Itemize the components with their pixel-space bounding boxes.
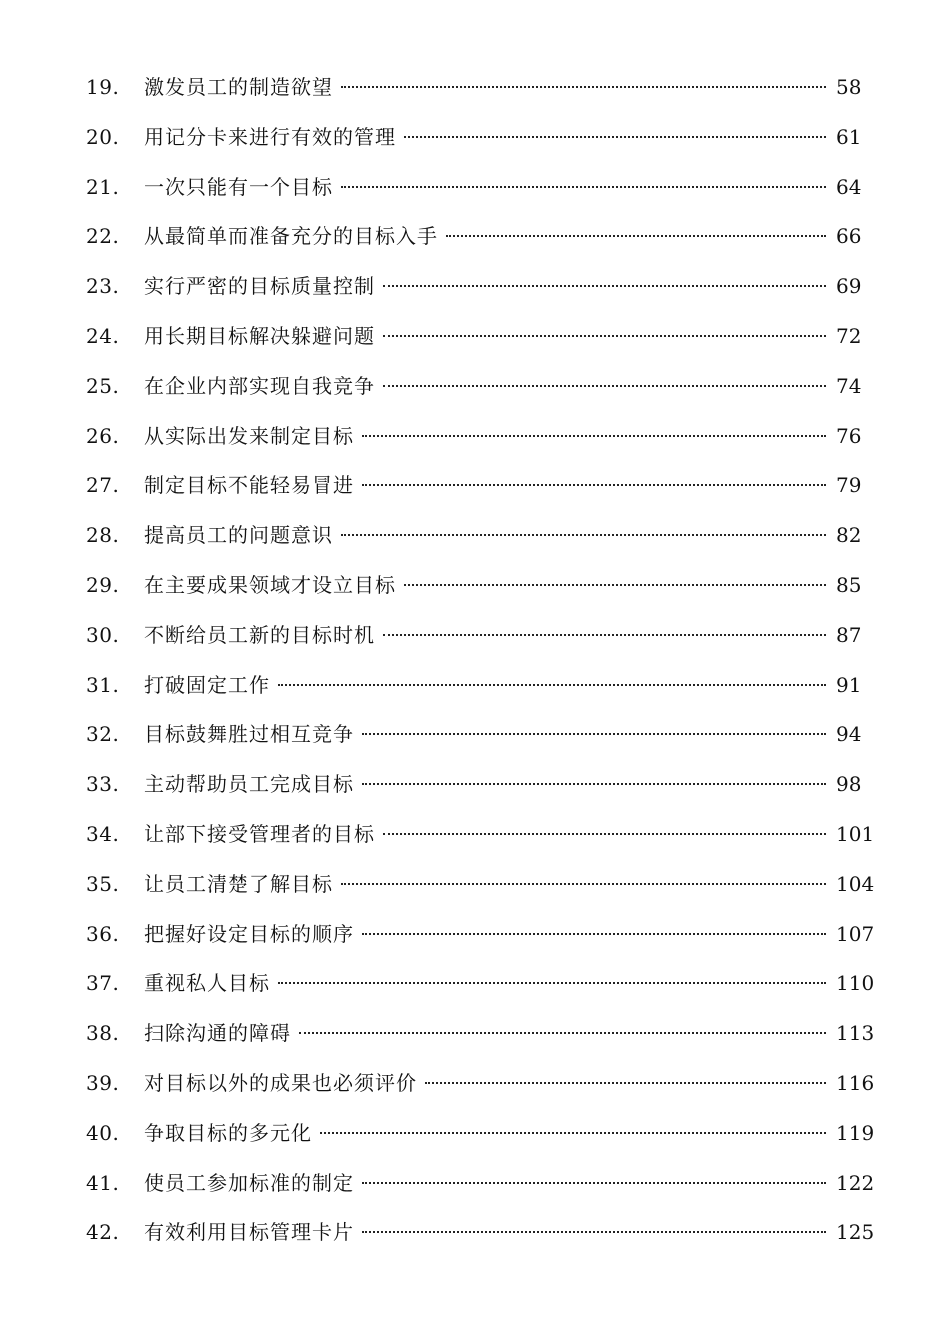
toc-entry-38[interactable]: [0, 1009, 950, 1059]
toc-entry-41[interactable]: [0, 1159, 950, 1209]
toc-title: 让员工清楚了解目标: [144, 871, 333, 896]
toc-leader: [144, 1020, 826, 1046]
toc-page-number: 76: [836, 423, 862, 448]
toc-leader: [144, 921, 826, 947]
dot-leader: [341, 86, 826, 88]
table-of-contents: [0, 63, 950, 1258]
toc-number: 41.: [86, 1170, 120, 1195]
toc-number: 32.: [86, 722, 120, 747]
toc-entry-35[interactable]: [0, 860, 950, 910]
toc-number: 26.: [86, 423, 120, 448]
toc-title: 在企业内部实现自我竞争: [144, 373, 375, 398]
toc-leader: [144, 1219, 826, 1245]
toc-title: 主动帮助员工完成目标: [144, 772, 354, 797]
toc-title: 目标鼓舞胜过相互竞争: [144, 722, 354, 747]
toc-number: 34.: [86, 821, 120, 846]
toc-leader: [144, 1120, 826, 1146]
toc-entry-23[interactable]: [0, 262, 950, 312]
toc-title: 对目标以外的成果也必须评价: [144, 1070, 417, 1095]
toc-leader: [144, 174, 826, 200]
toc-number: 19.: [86, 75, 120, 99]
toc-page-number: 113: [836, 1021, 875, 1046]
toc-number: 39.: [86, 1070, 120, 1095]
toc-number: 28.: [86, 523, 120, 548]
toc-number: 40.: [86, 1120, 120, 1145]
toc-number: 35.: [86, 871, 120, 896]
toc-page-number: 69: [836, 274, 862, 299]
dot-leader: [341, 534, 826, 536]
toc-leader: [144, 1170, 826, 1196]
toc-leader: [144, 323, 826, 349]
toc-number: 36.: [86, 921, 120, 946]
toc-entry-29[interactable]: [0, 561, 950, 611]
toc-page-number: 72: [836, 323, 862, 348]
toc-page-number: 91: [836, 672, 862, 697]
toc-page-number: 98: [836, 772, 862, 797]
toc-leader: [144, 771, 826, 797]
toc-entry-22[interactable]: [0, 212, 950, 262]
toc-entry-20[interactable]: [0, 113, 950, 163]
toc-leader: [144, 622, 826, 648]
toc-title: 实行严密的目标质量控制: [144, 274, 375, 299]
dot-leader: [278, 982, 826, 984]
toc-entry-37[interactable]: [0, 959, 950, 1009]
toc-title: 使员工参加标准的制定: [144, 1170, 354, 1195]
toc-title: 提高员工的问题意识: [144, 523, 333, 548]
toc-title: 重视私人目标: [144, 971, 270, 996]
toc-leader: [144, 223, 826, 249]
dot-leader: [383, 833, 826, 835]
dot-leader: [362, 933, 826, 935]
toc-number: 31.: [86, 672, 120, 697]
dot-leader: [341, 883, 826, 885]
toc-number: 38.: [86, 1021, 120, 1046]
toc-title: 用记分卡来进行有效的管理: [144, 124, 396, 149]
toc-leader: [144, 74, 826, 100]
dot-leader: [278, 684, 826, 686]
toc-page-number: 66: [836, 224, 862, 249]
toc-number: 20.: [86, 124, 120, 149]
toc-leader: [144, 572, 826, 598]
toc-entry-24[interactable]: [0, 312, 950, 362]
toc-entry-32[interactable]: [0, 710, 950, 760]
toc-title: 激发员工的制造欲望: [144, 75, 333, 99]
toc-leader: [144, 970, 826, 996]
toc-title: 争取目标的多元化: [144, 1120, 312, 1145]
toc-title: 在主要成果领域才设立目标: [144, 572, 396, 597]
toc-page-number: 94: [836, 722, 862, 747]
toc-page-number: 110: [836, 971, 875, 996]
toc-number: 23.: [86, 274, 120, 299]
dot-leader: [362, 1182, 826, 1184]
toc-page-number: 122: [836, 1170, 875, 1195]
toc-page-number: 119: [836, 1120, 875, 1145]
toc-entry-21[interactable]: [0, 163, 950, 213]
dot-leader: [299, 1032, 826, 1034]
toc-title: 制定目标不能轻易冒进: [144, 473, 354, 498]
toc-number: 29.: [86, 572, 120, 597]
toc-number: 42.: [86, 1220, 120, 1245]
toc-leader: [144, 721, 826, 747]
toc-entry-33[interactable]: [0, 760, 950, 810]
dot-leader: [362, 1231, 826, 1233]
toc-entry-28[interactable]: [0, 511, 950, 561]
toc-leader: [144, 472, 826, 498]
dot-leader: [404, 584, 826, 586]
toc-page-number: 85: [836, 572, 862, 597]
toc-page-number: 74: [836, 373, 862, 398]
toc-leader: [144, 871, 826, 897]
toc-entry-36[interactable]: [0, 910, 950, 960]
toc-title: 把握好设定目标的顺序: [144, 921, 354, 946]
dot-leader: [425, 1082, 826, 1084]
dot-leader: [362, 435, 826, 437]
toc-number: 25.: [86, 373, 120, 398]
toc-page-number: 125: [836, 1220, 875, 1245]
toc-number: 22.: [86, 224, 120, 249]
toc-page-number: 104: [836, 871, 875, 896]
toc-title: 扫除沟通的障碍: [144, 1021, 291, 1046]
toc-number: 33.: [86, 772, 120, 797]
toc-page-number: 101: [836, 821, 875, 846]
toc-number: 24.: [86, 323, 120, 348]
dot-leader: [320, 1132, 826, 1134]
toc-page-number: 87: [836, 622, 862, 647]
toc-leader: [144, 522, 826, 548]
toc-page-number: 64: [836, 174, 862, 199]
dot-leader: [383, 634, 826, 636]
toc-entry-27[interactable]: [0, 461, 950, 511]
toc-page-number: 79: [836, 473, 862, 498]
toc-entry-42[interactable]: [0, 1208, 950, 1258]
toc-entry-19[interactable]: [0, 63, 950, 113]
toc-page-number: 58: [836, 75, 862, 99]
toc-title: 有效利用目标管理卡片: [144, 1220, 354, 1245]
toc-number: 21.: [86, 174, 120, 199]
toc-page-number: 107: [836, 921, 875, 946]
dot-leader: [446, 235, 826, 237]
toc-entry-34[interactable]: [0, 810, 950, 860]
toc-entry-40[interactable]: [0, 1109, 950, 1159]
toc-entry-26[interactable]: [0, 412, 950, 462]
dot-leader: [404, 136, 826, 138]
dot-leader: [383, 385, 826, 387]
toc-page-number: 82: [836, 523, 862, 548]
toc-title: 让部下接受管理者的目标: [144, 821, 375, 846]
toc-leader: [144, 423, 826, 449]
dot-leader: [383, 285, 826, 287]
toc-title: 打破固定工作: [144, 672, 270, 697]
dot-leader: [362, 783, 826, 785]
toc-title: 不断给员工新的目标时机: [144, 622, 375, 647]
toc-number: 37.: [86, 971, 120, 996]
toc-page-number: 61: [836, 124, 862, 149]
toc-leader: [144, 672, 826, 698]
toc-page-number: 116: [836, 1070, 875, 1095]
dot-leader: [362, 484, 826, 486]
dot-leader: [341, 186, 826, 188]
toc-leader: [144, 273, 826, 299]
toc-title: 用长期目标解决躲避问题: [144, 323, 375, 348]
toc-number: 27.: [86, 473, 120, 498]
toc-title: 从实际出发来制定目标: [144, 423, 354, 448]
toc-entry-39[interactable]: [0, 1059, 950, 1109]
toc-leader: [144, 373, 826, 399]
toc-leader: [144, 1070, 826, 1096]
toc-leader: [144, 821, 826, 847]
toc-title: 一次只能有一个目标: [144, 174, 333, 199]
toc-entry-31[interactable]: [0, 661, 950, 711]
toc-entry-25[interactable]: [0, 362, 950, 412]
toc-title: 从最简单而准备充分的目标入手: [144, 224, 438, 249]
toc-leader: [144, 124, 826, 150]
toc-entry-30[interactable]: [0, 611, 950, 661]
toc-number: 30.: [86, 622, 120, 647]
dot-leader: [383, 335, 826, 337]
dot-leader: [362, 733, 826, 735]
